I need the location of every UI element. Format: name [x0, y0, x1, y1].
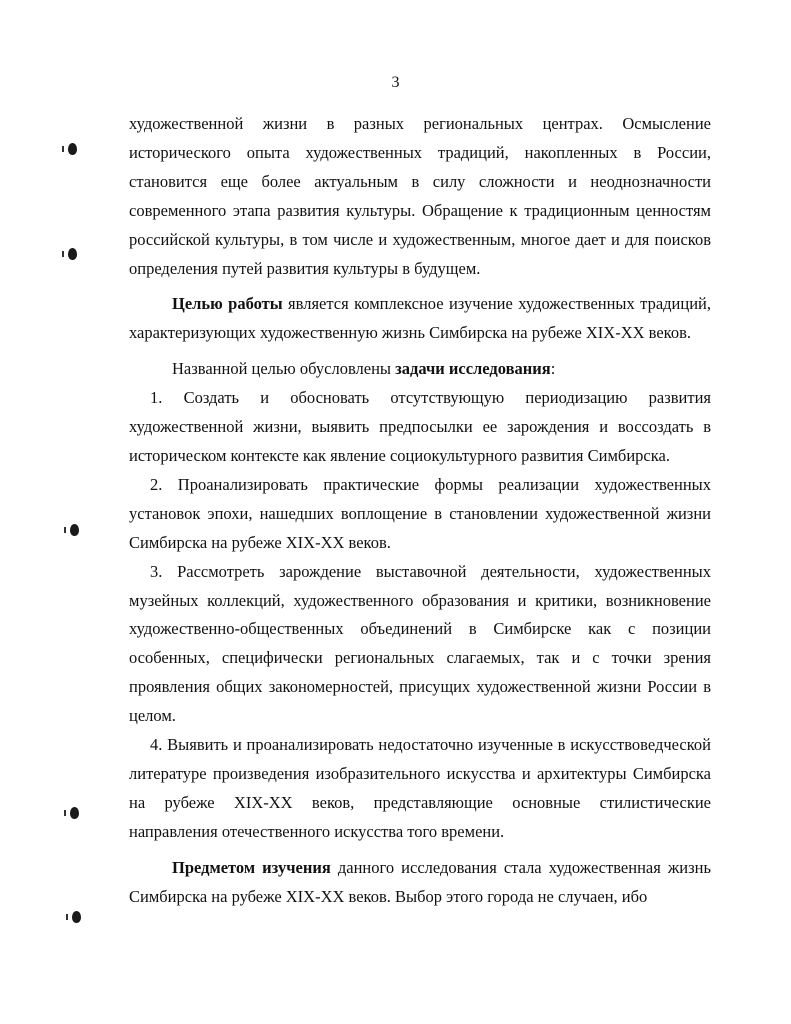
- paragraph-tasks-intro: [129, 355, 711, 384]
- binding-hole-mark: [68, 143, 77, 155]
- tasks-heading: задачи исследования: [395, 359, 551, 379]
- goal-text: является комплексное изучение художественных традиций, характеризующих художественную жизнь Симбирска на рубеже XIX-XX веков.: [129, 294, 711, 343]
- binding-hole-mark: [70, 524, 79, 536]
- task-item-4: 4. Выявить и проанализировать недостаточно изученные в искусствоведческой литературе произведения изобразительного искусства и архитектуры Симбирска на рубеже XIX-XX веков, представляющие основные стилистические направления отечественного искусства того времени.: [129, 735, 711, 841]
- task-item-1: 1. Создать и обосновать отсутствующую периодизацию развития художественной жизни, выявить предпосылки ее зарождения и воссоздать в историческом контексте как явление социокультурного развития Симбирска.: [129, 388, 711, 465]
- binding-hole-mark: [70, 807, 79, 819]
- subject-text: данного исследования стала художественная жизнь Симбирска на рубеже XIX-XX веков. Выбор этого города не случаен, ибо: [129, 857, 711, 906]
- subject-heading: Предметом изучения: [172, 857, 331, 877]
- binding-hole-mark: [72, 911, 81, 923]
- tasks-intro-colon: :: [550, 359, 556, 379]
- binding-hole-mark: [68, 248, 77, 260]
- page-number: 3: [391, 74, 400, 91]
- paragraph-subject: [129, 854, 711, 912]
- tasks-intro-text: Названной целью обусловлены: [172, 359, 396, 379]
- paragraph-intro-continuation: художественной жизни в разных региональных центрах. Осмысление исторического опыта художественных традиций, накопленных в России, становится еще более актуальным в силу сложности и неоднозначности современного этапа развития культуры. Обращение к традиционным ценностям российской культуры, в том числе и художественным, многое дает и для поисков определения путей развития культуры в будущем.: [129, 114, 711, 278]
- task-item-2: 2. Проанализировать практические формы реализации художественных установок эпохи, нашедших воплощение в становлении художественной жизни Симбирска на рубеже XIX-XX веков.: [129, 474, 711, 552]
- task-item-3: 3. Рассмотреть зарождение выставочной деятельности, художественных музейных коллекций, художественного образования и критики, возникновение художественно-общественных объединений в Симбирске как с позиции особенных, специфически региональных слагаемых, так и с точки зрения проявления общих закономерностей, присущих художественной жизни России в целом.: [129, 561, 711, 726]
- document-body: [129, 110, 711, 911]
- goal-heading: Целью работы: [172, 294, 283, 314]
- paragraph-goal: [129, 290, 711, 348]
